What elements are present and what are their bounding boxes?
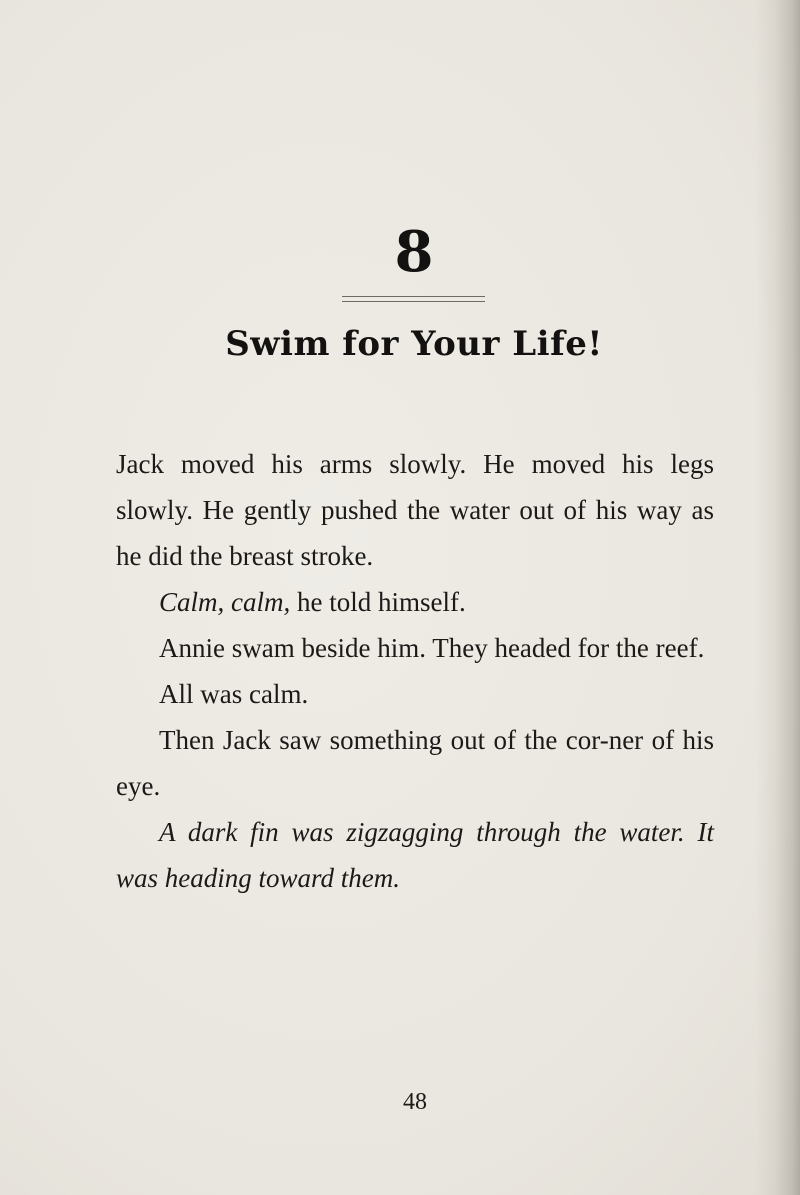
paragraph: Annie swam beside him. They headed for the reef. [159, 633, 705, 663]
paragraph [116, 579, 714, 625]
paragraph: Then Jack saw something out of the cor-ner of his eye. [116, 725, 714, 801]
chapter-title: Swim for Your Life! [225, 324, 603, 364]
chapter-number: 8 [394, 219, 434, 285]
title-rule-top [342, 296, 485, 297]
paragraph-text: he told himself. [297, 587, 466, 617]
paragraph-italic: A dark fin was zigzagging through the water. It was heading toward them. [116, 817, 714, 893]
paragraph: Jack moved his arms slowly. He moved his legs slowly. He gently pushed the water out of his way as he did the breast stroke. [116, 449, 714, 571]
page-number: 48 [403, 1089, 427, 1115]
italic-thought: Calm, calm, [159, 587, 291, 617]
title-rule-bottom [342, 301, 485, 302]
body-text [116, 441, 714, 901]
paragraph: All was calm. [159, 679, 309, 709]
